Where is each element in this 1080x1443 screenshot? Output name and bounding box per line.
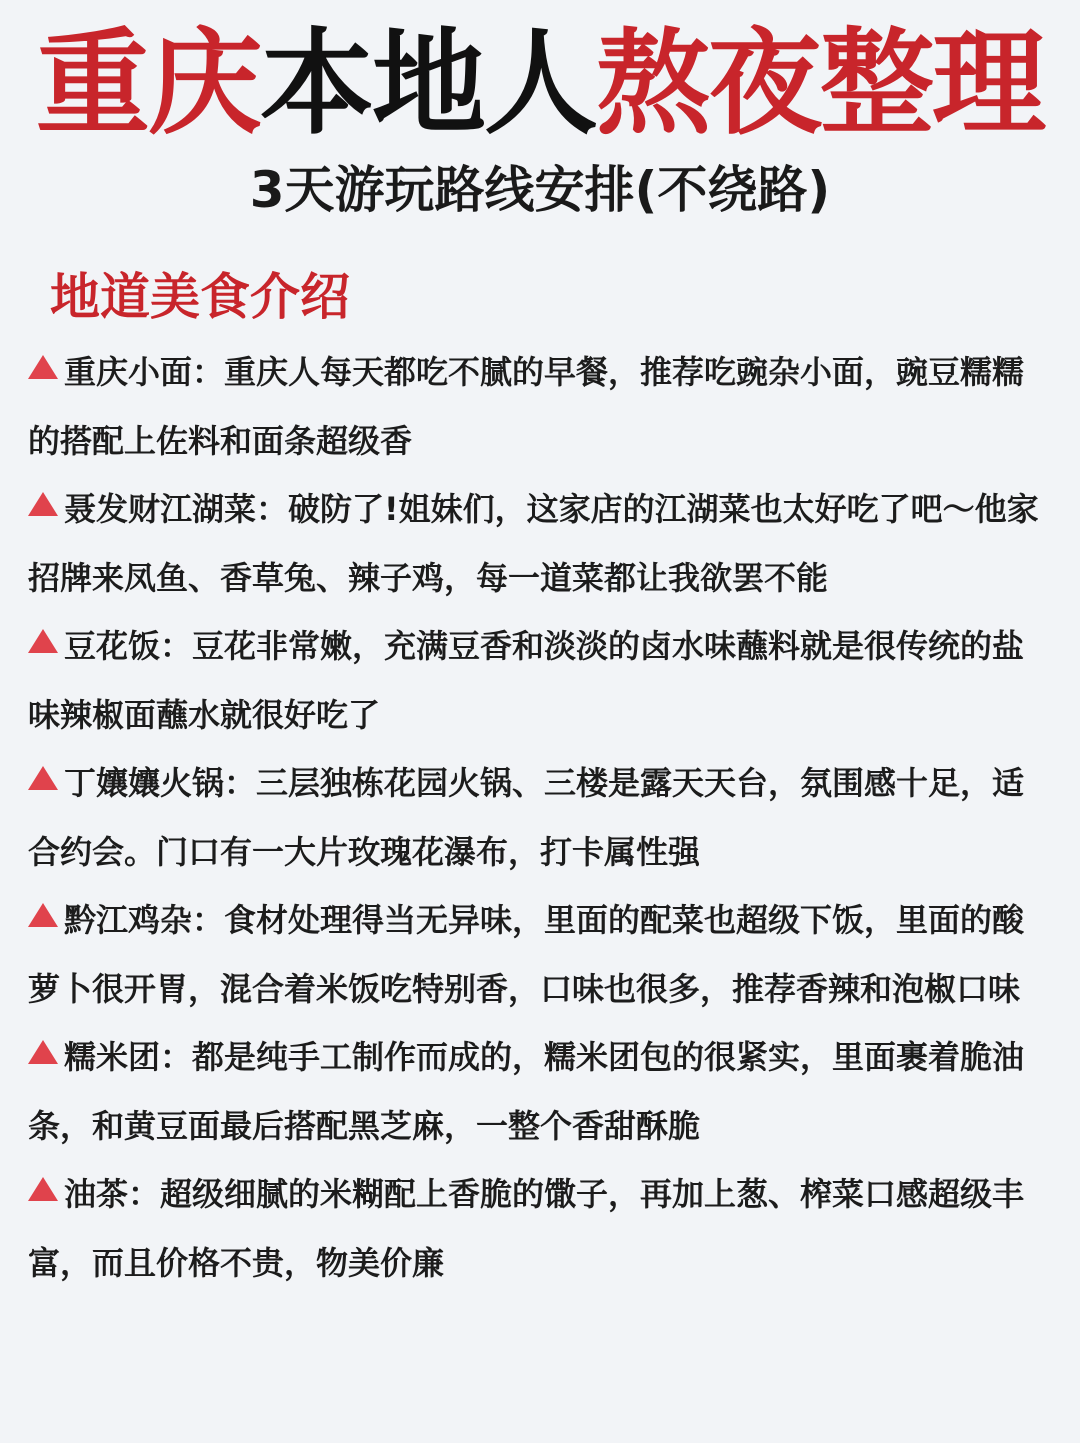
item-text: 黔江鸡杂：食材处理得当无异味，里面的配菜也超级下饭，里面的酸萝卜很开胃，混合着米饭吃特别香，口味也很多，推荐香辣和泡椒口味: [28, 901, 1025, 1008]
triangle-bullet-icon: [28, 766, 58, 790]
title-red-part-2: 熬夜整理: [596, 17, 1045, 150]
item-text: 糯米团：都是纯手工制作而成的，糯米团包的很紧实，里面裹着脆油条，和黄豆面最后搭配黑芝麻，一整个香甜酥脆: [28, 1038, 1025, 1145]
triangle-bullet-icon: [28, 1177, 58, 1201]
page-title: [0, 14, 1080, 154]
list-item: [28, 338, 1052, 475]
triangle-bullet-icon: [28, 903, 58, 927]
item-text: 豆花饭：豆花非常嫩，充满豆香和淡淡的卤水味蘸料就是很传统的盐味辣椒面蘸水就很好吃了: [28, 627, 1025, 734]
list-item: [28, 749, 1052, 886]
triangle-bullet-icon: [28, 492, 58, 516]
item-text: 重庆小面：重庆人每天都吃不腻的早餐，推荐吃豌杂小面，豌豆糯糯的搭配上佐料和面条超级香: [28, 353, 1025, 460]
triangle-bullet-icon: [28, 355, 58, 379]
item-text: 聂发财江湖菜：破防了!姐妹们，这家店的江湖菜也太好吃了吧～他家招牌来凤鱼、香草兔、辣子鸡，每一道菜都让我欲罢不能: [28, 490, 1039, 597]
item-text: 丁孃孃火锅：三层独栋花园火锅、三楼是露天天台，氛围感十足，适合约会。门口有一大片玫瑰花瀑布，打卡属性强: [28, 764, 1025, 871]
list-item: [28, 886, 1052, 1023]
title-red-part-1: 重庆: [35, 17, 260, 150]
section-heading: 地道美食介绍: [50, 268, 350, 326]
page-subtitle: 3天游玩路线安排(不绕路): [249, 161, 831, 219]
item-text: 油茶：超级细腻的米糊配上香脆的馓子，再加上葱、榨菜口感超级丰富，而且价格不贵，物美价廉: [28, 1175, 1025, 1282]
triangle-bullet-icon: [28, 629, 58, 653]
list-item: [28, 1160, 1052, 1297]
triangle-bullet-icon: [28, 1040, 58, 1064]
title-black-part: 本地人: [259, 17, 596, 150]
list-item: [28, 475, 1052, 612]
list-item: [28, 1023, 1052, 1160]
list-item: [28, 612, 1052, 749]
food-list: [28, 338, 1052, 1297]
